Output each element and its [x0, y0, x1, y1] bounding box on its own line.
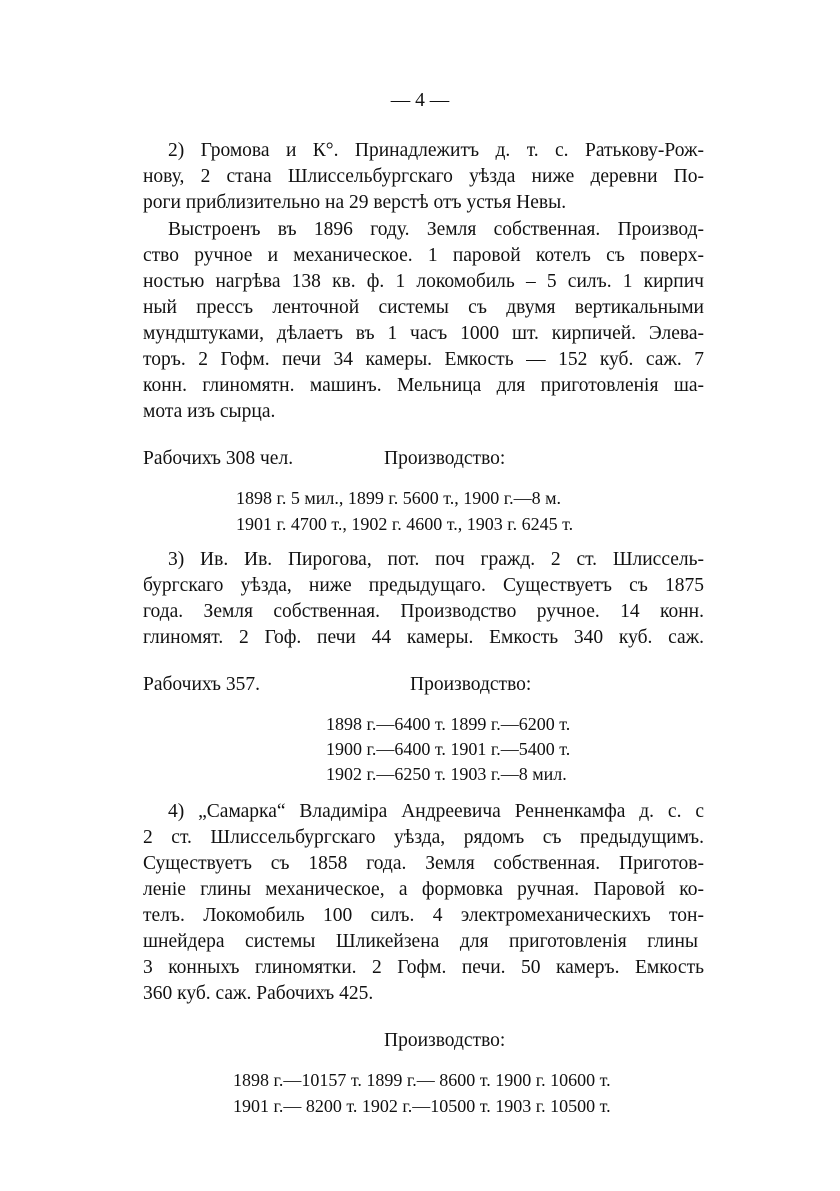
text-line: 3) Ив. Ив. Пирогова, пот. поч гражд. 2 ст. Шлиссель-	[168, 549, 704, 570]
text-line: конн. глиномятн. машинъ. Мельница для приготовленія ша-	[143, 375, 704, 396]
text-line: 360 куб. саж. Рабочихъ 425.	[143, 983, 374, 1004]
text-line: года. Земля собственная. Производство ручное. 14 конн.	[143, 601, 704, 622]
text-line: мундштуками, дѣлаетъ въ 1 часъ 1000 шт. кирпичей. Элева-	[143, 323, 704, 344]
text-line: леніе глины механическое, а формовка ручная. Паровой ко-	[143, 879, 704, 900]
production-line: 1902 г.—6250 т. 1903 г.—8 мил.	[326, 764, 567, 784]
production-line: 1901 г. 4700 т., 1902 г. 4600 т., 1903 г. 6245 т.	[236, 514, 574, 534]
text-line: шнейдера системы Шликейзена для приготовленія глины	[143, 931, 698, 952]
production-line: 1900 г.—6400 т. 1901 г.—5400 т.	[326, 739, 571, 759]
workers-count: Рабочихъ 357.	[143, 674, 260, 695]
text-line: ный прессъ ленточной системы съ двумя вертикальными	[143, 297, 704, 318]
text-line: 4) „Самарка“ Владиміра Андреевича Ренненкамфа д. с. с	[168, 801, 704, 822]
production-label: Производство:	[384, 1030, 506, 1051]
production-line: 1898 г. 5 мил., 1899 г. 5600 т., 1900 г.—8 м.	[236, 488, 561, 508]
text-line: Существуетъ съ 1858 года. Земля собственная. Приготов-	[143, 853, 704, 874]
production-line: 1898 г.—10157 т. 1899 г.— 8600 т. 1900 г. 10600 т.	[233, 1070, 611, 1090]
production-line: 1898 г.—6400 т. 1899 г.—6200 т.	[326, 714, 571, 734]
text-line: торъ. 2 Гофм. печи 34 камеры. Емкость — 152 куб. саж. 7	[143, 349, 704, 370]
page-number: — 4 —	[390, 90, 450, 111]
text-line: ство ручное и механическое. 1 паровой котелъ съ поверх-	[143, 245, 704, 266]
text-line: 2) Громова и К°. Принадлежитъ д. т. с. Ратькову-Рож-	[168, 140, 704, 161]
text-line: 2 ст. Шлиссельбургскаго уѣзда, рядомъ съ предыдущимъ.	[143, 827, 704, 848]
workers-count: Рабочихъ 308 чел.	[143, 448, 294, 469]
production-label: Производство:	[384, 448, 506, 469]
text-line: бургскаго уѣзда, ниже предыдущаго. Существуетъ съ 1875	[143, 575, 704, 596]
text-line: Выстроенъ въ 1896 году. Земля собственная. Производ-	[168, 219, 704, 240]
text-line: нову, 2 стана Шлиссельбургскаго уѣзда ниже деревни По-	[143, 166, 704, 187]
text-line: роги приблизительно на 29 верстѣ отъ устья Невы.	[143, 192, 567, 213]
text-line: 3 конныхъ глиномятки. 2 Гофм. печи. 50 камеръ. Емкость	[143, 957, 704, 978]
text-line: глиномят. 2 Гоф. печи 44 камеры. Емкость 340 куб. саж.	[143, 627, 704, 648]
text-line: мота изъ сырца.	[143, 401, 276, 422]
text-line: ностью нагрѣва 138 кв. ф. 1 локомобиль – 5 силъ. 1 кирпич	[143, 271, 704, 292]
text-line: телъ. Локомобиль 100 силъ. 4 электромеханическихъ тон-	[143, 905, 704, 926]
production-line: 1901 г.— 8200 т. 1902 г.—10500 т. 1903 г. 10500 т.	[233, 1096, 611, 1116]
production-label: Производство:	[410, 674, 532, 695]
